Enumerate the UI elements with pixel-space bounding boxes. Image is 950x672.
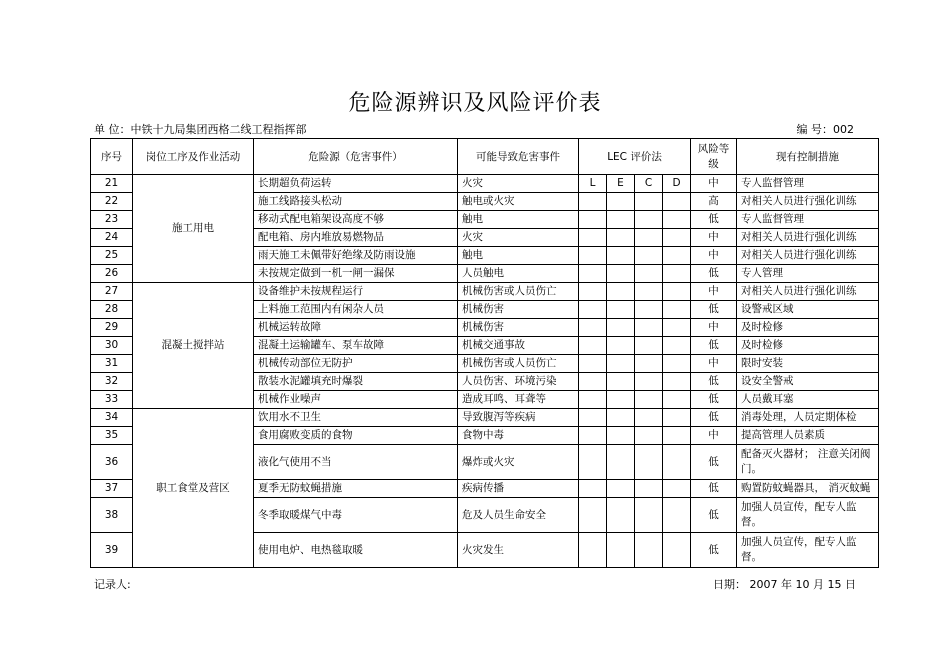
lec-cell (607, 211, 635, 229)
table-header-row (91, 139, 879, 175)
lec-cell (607, 391, 635, 409)
lec-cell (635, 337, 663, 355)
harm-cell: 食物中毒 (458, 427, 579, 445)
hazard-cell: 液化气使用不当 (254, 445, 458, 480)
lec-cell (607, 427, 635, 445)
lec-cell (635, 373, 663, 391)
lec-cell (663, 337, 691, 355)
lec-cell (635, 498, 663, 533)
harm-cell: 火灾 (458, 175, 579, 193)
lec-cell (663, 409, 691, 427)
harm-cell: 导致腹泻等疾病 (458, 409, 579, 427)
lec-cell (579, 480, 607, 498)
lec-cell (579, 498, 607, 533)
lec-cell (607, 373, 635, 391)
lec-cell (579, 391, 607, 409)
lec-cell (635, 265, 663, 283)
harm-cell: 机械伤害或人员伤亡 (458, 355, 579, 373)
control-measure: 专人监督管理 (737, 175, 879, 193)
harm-cell: 危及人员生命安全 (458, 498, 579, 533)
lec-cell (635, 427, 663, 445)
row-number: 39 (91, 533, 133, 568)
lec-cell (663, 498, 691, 533)
risk-level: 中 (691, 319, 737, 337)
header-harm: 可能导致危害事件 (458, 139, 579, 175)
risk-level: 中 (691, 247, 737, 265)
hazard-cell: 使用电炉、电热毯取暖 (254, 533, 458, 568)
risk-level: 中 (691, 283, 737, 301)
risk-level: 中 (691, 427, 737, 445)
lec-label: E (607, 175, 635, 193)
lec-cell (607, 283, 635, 301)
harm-cell: 火灾发生 (458, 533, 579, 568)
control-measure: 配备灭火器材； 注意关闭阀门。 (737, 445, 879, 480)
harm-cell: 火灾 (458, 229, 579, 247)
row-number: 31 (91, 355, 133, 373)
lec-cell (635, 301, 663, 319)
lec-cell (579, 427, 607, 445)
row-number: 26 (91, 265, 133, 283)
lec-cell (607, 533, 635, 568)
lec-cell (663, 373, 691, 391)
lec-cell (579, 301, 607, 319)
lec-cell (579, 229, 607, 247)
hazard-cell: 长期超负荷运转 (254, 175, 458, 193)
row-number: 33 (91, 391, 133, 409)
lec-cell (607, 337, 635, 355)
lec-cell (607, 498, 635, 533)
row-number: 36 (91, 445, 133, 480)
harm-cell: 触电 (458, 211, 579, 229)
lec-cell (663, 283, 691, 301)
lec-cell (663, 533, 691, 568)
risk-level: 低 (691, 498, 737, 533)
lec-cell (635, 355, 663, 373)
lec-cell (607, 301, 635, 319)
risk-level: 低 (691, 445, 737, 480)
unit-label: 单 位：中铁十九局集团西格二线工程指挥部 (94, 123, 307, 136)
control-measure: 提高管理人员素质 (737, 427, 879, 445)
harm-cell: 人员触电 (458, 265, 579, 283)
post-activity: 职工食堂及营区 (133, 409, 254, 568)
harm-cell: 触电或火灾 (458, 193, 579, 211)
control-measure: 专人监督管理 (737, 211, 879, 229)
risk-level: 低 (691, 480, 737, 498)
control-measure: 对相关人员进行强化训练 (737, 229, 879, 247)
lec-cell (663, 229, 691, 247)
row-number: 35 (91, 427, 133, 445)
table-body (91, 175, 879, 568)
header-no: 序号 (91, 139, 133, 175)
header-risk: 风险等级 (691, 139, 737, 175)
lec-cell (579, 373, 607, 391)
lec-cell (579, 319, 607, 337)
lec-cell (635, 211, 663, 229)
risk-level: 高 (691, 193, 737, 211)
hazard-cell: 移动式配电箱架设高度不够 (254, 211, 458, 229)
lec-cell (579, 265, 607, 283)
control-measure: 设安全警戒 (737, 373, 879, 391)
control-measure: 加强人员宣传，配专人监督。 (737, 533, 879, 568)
table-row (91, 409, 879, 427)
lec-cell (579, 211, 607, 229)
control-measure: 购置防蚊蝇器具， 消灭蚊蝇 (737, 480, 879, 498)
lec-cell (607, 409, 635, 427)
control-measure: 及时检修 (737, 337, 879, 355)
lec-cell (579, 283, 607, 301)
lec-cell (579, 355, 607, 373)
lec-cell (663, 265, 691, 283)
row-number: 37 (91, 480, 133, 498)
document-code: 编 号：002 (796, 123, 854, 136)
risk-level: 低 (691, 301, 737, 319)
control-measure: 设警戒区域 (737, 301, 879, 319)
table-row (91, 283, 879, 301)
harm-cell: 造成耳鸣、耳聋等 (458, 391, 579, 409)
row-number: 29 (91, 319, 133, 337)
hazard-cell: 饮用水不卫生 (254, 409, 458, 427)
hazard-cell: 机械运转故障 (254, 319, 458, 337)
risk-level: 低 (691, 337, 737, 355)
lec-cell (635, 533, 663, 568)
control-measure: 消毒处理，人员定期体检 (737, 409, 879, 427)
lec-label: C (635, 175, 663, 193)
header-post: 岗位工序及作业活动 (133, 139, 254, 175)
control-measure: 对相关人员进行强化训练 (737, 193, 879, 211)
lec-cell (607, 445, 635, 480)
row-number: 25 (91, 247, 133, 265)
lec-cell (635, 229, 663, 247)
control-measure: 加强人员宣传，配专人监督。 (737, 498, 879, 533)
lec-cell (579, 445, 607, 480)
harm-cell: 机械交通事故 (458, 337, 579, 355)
table-row (91, 175, 879, 193)
page-title: 危险源辨识及风险评价表 (348, 91, 602, 116)
hazard-cell: 设备维护未按规程运行 (254, 283, 458, 301)
risk-level: 低 (691, 533, 737, 568)
lec-cell (635, 480, 663, 498)
control-measure: 限时安装 (737, 355, 879, 373)
lec-cell (663, 427, 691, 445)
harm-cell: 触电 (458, 247, 579, 265)
risk-level: 中 (691, 175, 737, 193)
hazard-cell: 混凝土运输罐车、泵车故障 (254, 337, 458, 355)
harm-cell: 爆炸或火灾 (458, 445, 579, 480)
hazard-cell: 机械传动部位无防护 (254, 355, 458, 373)
risk-level: 低 (691, 211, 737, 229)
lec-cell (663, 247, 691, 265)
harm-cell: 疾病传播 (458, 480, 579, 498)
hazard-cell: 机械作业噪声 (254, 391, 458, 409)
lec-cell (635, 391, 663, 409)
lec-cell (635, 445, 663, 480)
lec-cell (663, 193, 691, 211)
control-measure: 专人管理 (737, 265, 879, 283)
post-activity: 混凝土搅拌站 (133, 283, 254, 409)
row-number: 23 (91, 211, 133, 229)
harm-cell: 机械伤害 (458, 319, 579, 337)
harm-cell: 人员伤害、环境污染 (458, 373, 579, 391)
hazard-cell: 未按规定做到一机一闸一漏保 (254, 265, 458, 283)
hazard-cell: 施工线路接头松动 (254, 193, 458, 211)
lec-cell (579, 533, 607, 568)
harm-cell: 机械伤害 (458, 301, 579, 319)
row-number: 38 (91, 498, 133, 533)
lec-cell (635, 247, 663, 265)
control-measure: 人员戴耳塞 (737, 391, 879, 409)
risk-level: 低 (691, 409, 737, 427)
lec-cell (607, 193, 635, 211)
recorder-label: 记录人: (94, 578, 131, 591)
row-number: 28 (91, 301, 133, 319)
lec-cell (663, 301, 691, 319)
lec-cell (663, 391, 691, 409)
row-number: 21 (91, 175, 133, 193)
lec-cell (579, 247, 607, 265)
header-lec: LEC 评价法 (579, 139, 691, 175)
row-number: 32 (91, 373, 133, 391)
row-number: 34 (91, 409, 133, 427)
lec-cell (579, 193, 607, 211)
lec-label: D (663, 175, 691, 193)
header-hazard: 危险源（危害事件） (254, 139, 458, 175)
lec-cell (607, 229, 635, 247)
lec-cell (607, 319, 635, 337)
post-activity: 施工用电 (133, 175, 254, 283)
row-number: 27 (91, 283, 133, 301)
lec-cell (663, 319, 691, 337)
hazard-cell: 上料施工范围内有闲杂人员 (254, 301, 458, 319)
lec-cell (663, 211, 691, 229)
lec-cell (663, 445, 691, 480)
harm-cell: 机械伤害或人员伤亡 (458, 283, 579, 301)
lec-cell (635, 319, 663, 337)
risk-level: 中 (691, 355, 737, 373)
lec-cell (607, 265, 635, 283)
record-date: 日期： 2007 年 10 月 15 日 (713, 578, 856, 591)
lec-cell (607, 247, 635, 265)
row-number: 24 (91, 229, 133, 247)
hazard-cell: 夏季无防蚊蝇措施 (254, 480, 458, 498)
row-number: 30 (91, 337, 133, 355)
lec-cell (607, 480, 635, 498)
lec-cell (663, 355, 691, 373)
control-measure: 对相关人员进行强化训练 (737, 247, 879, 265)
hazard-cell: 冬季取暖煤气中毒 (254, 498, 458, 533)
risk-level: 中 (691, 229, 737, 247)
lec-cell (607, 355, 635, 373)
control-measure: 对相关人员进行强化训练 (737, 283, 879, 301)
hazard-cell: 配电箱、房内堆放易燃物品 (254, 229, 458, 247)
hazard-cell: 雨天施工未佩带好绝缘及防雨设施 (254, 247, 458, 265)
header-measure: 现有控制措施 (737, 139, 879, 175)
risk-level: 低 (691, 373, 737, 391)
lec-cell (635, 193, 663, 211)
control-measure: 及时检修 (737, 319, 879, 337)
lec-label: L (579, 175, 607, 193)
lec-cell (579, 337, 607, 355)
row-number: 22 (91, 193, 133, 211)
hazard-table (90, 138, 879, 568)
lec-cell (663, 480, 691, 498)
risk-level: 低 (691, 391, 737, 409)
lec-cell (635, 283, 663, 301)
lec-cell (635, 409, 663, 427)
lec-cell (579, 409, 607, 427)
hazard-cell: 散装水泥罐填充时爆裂 (254, 373, 458, 391)
risk-level: 低 (691, 265, 737, 283)
hazard-cell: 食用腐败变质的食物 (254, 427, 458, 445)
